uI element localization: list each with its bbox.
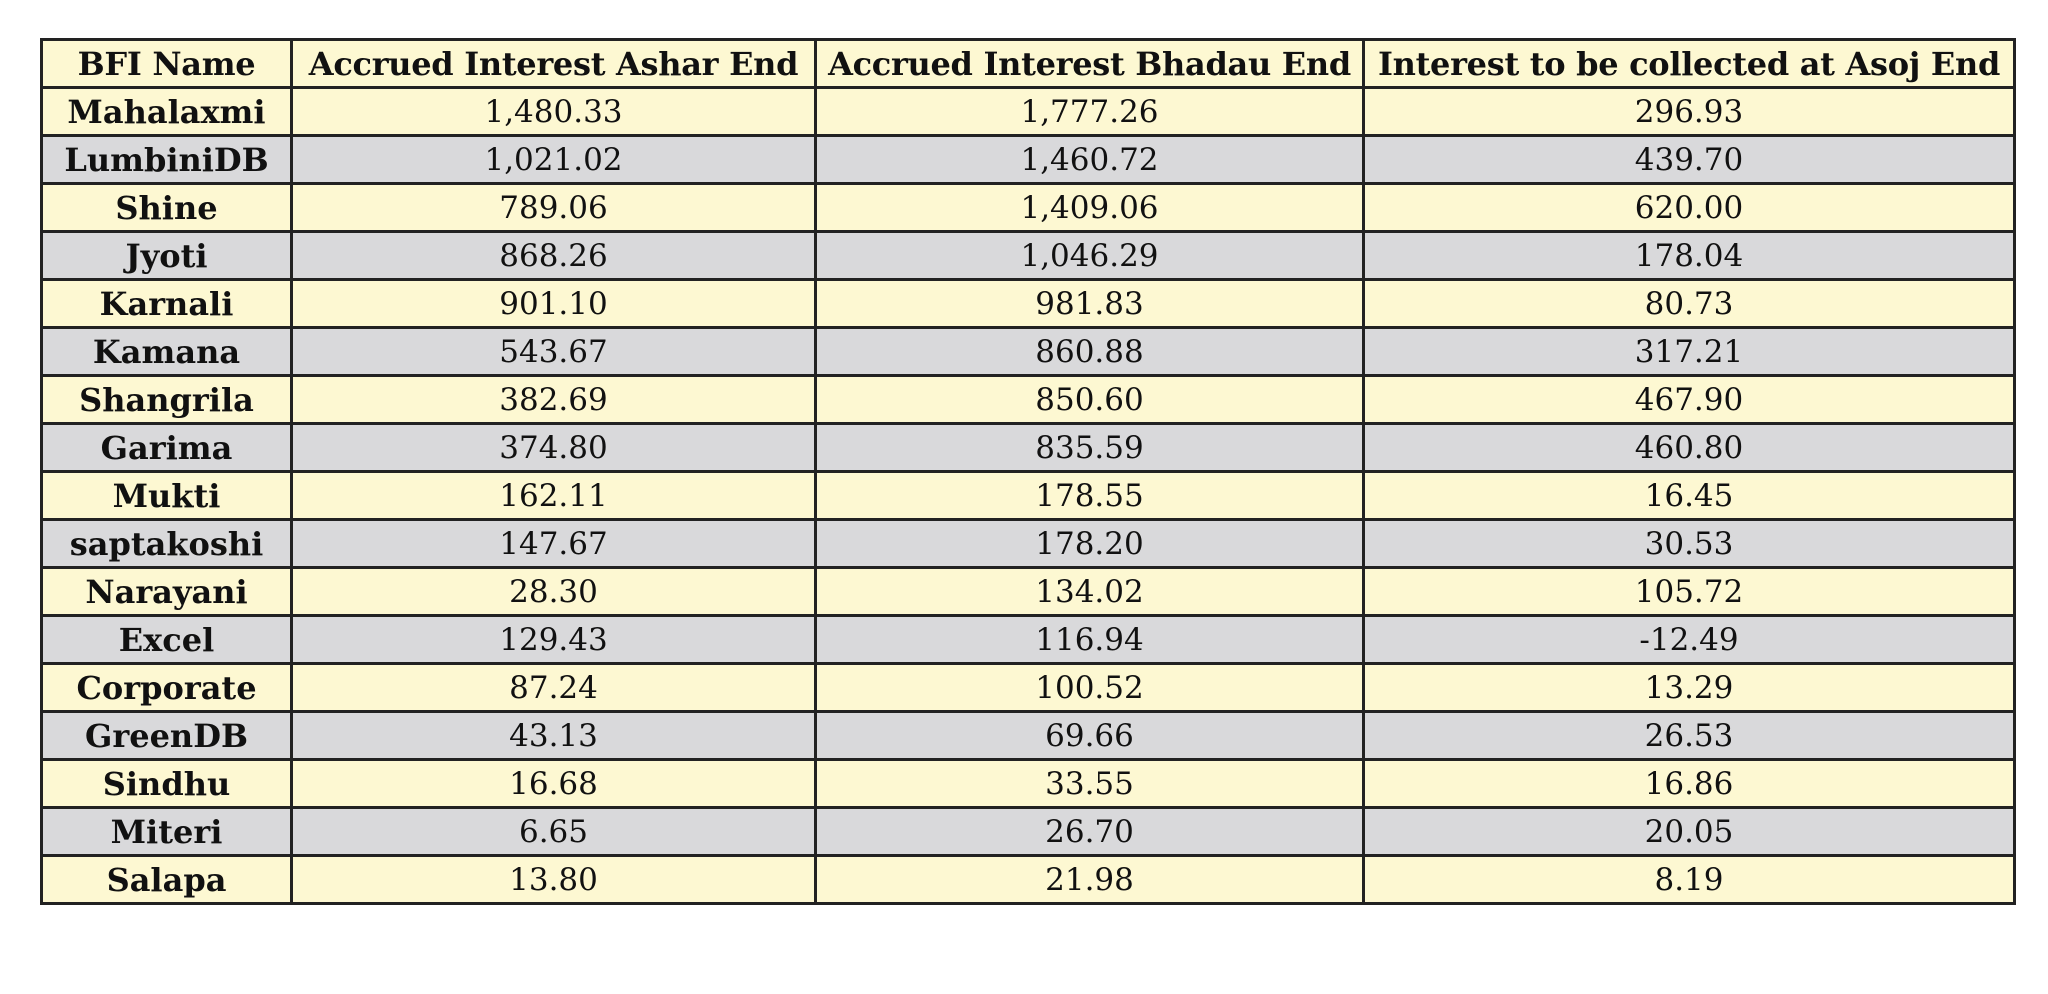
table-row <box>42 376 2015 424</box>
bfi-name-cell: Corporate <box>42 664 292 712</box>
ashar-end-cell: 129.43 <box>292 616 816 664</box>
bhadau-end-cell: 1,409.06 <box>816 184 1364 232</box>
asoj-end-cell: 439.70 <box>1364 136 2015 184</box>
ashar-end-cell: 543.67 <box>292 328 816 376</box>
asoj-end-cell: 467.90 <box>1364 376 2015 424</box>
asoj-end-cell: 296.93 <box>1364 88 2015 136</box>
bfi-name-cell: Mukti <box>42 472 292 520</box>
bhadau-end-cell: 1,046.29 <box>816 232 1364 280</box>
bhadau-end-cell: 69.66 <box>816 712 1364 760</box>
bhadau-end-cell: 1,777.26 <box>816 88 1364 136</box>
asoj-end-cell: 13.29 <box>1364 664 2015 712</box>
bfi-name-cell: Garima <box>42 424 292 472</box>
table-row <box>42 424 2015 472</box>
ashar-end-cell: 162.11 <box>292 472 816 520</box>
header-asoj-end: Interest to be collected at Asoj End <box>1364 40 2015 88</box>
asoj-end-cell: -12.49 <box>1364 616 2015 664</box>
table-row <box>42 88 2015 136</box>
asoj-end-cell: 105.72 <box>1364 568 2015 616</box>
asoj-end-cell: 16.86 <box>1364 760 2015 808</box>
bhadau-end-cell: 178.55 <box>816 472 1364 520</box>
ashar-end-cell: 147.67 <box>292 520 816 568</box>
bhadau-end-cell: 33.55 <box>816 760 1364 808</box>
asoj-end-cell: 30.53 <box>1364 520 2015 568</box>
header-bfi-name: BFI Name <box>42 40 292 88</box>
bfi-name-cell: Mahalaxmi <box>42 88 292 136</box>
bfi-name-cell: Narayani <box>42 568 292 616</box>
asoj-end-cell: 16.45 <box>1364 472 2015 520</box>
header-ashar-end: Accrued Interest Ashar End <box>292 40 816 88</box>
header-row <box>42 40 2015 88</box>
bhadau-end-cell: 100.52 <box>816 664 1364 712</box>
asoj-end-cell: 620.00 <box>1364 184 2015 232</box>
bhadau-end-cell: 178.20 <box>816 520 1364 568</box>
bhadau-end-cell: 134.02 <box>816 568 1364 616</box>
asoj-end-cell: 460.80 <box>1364 424 2015 472</box>
bfi-name-cell: Jyoti <box>42 232 292 280</box>
ashar-end-cell: 28.30 <box>292 568 816 616</box>
table-row <box>42 520 2015 568</box>
asoj-end-cell: 178.04 <box>1364 232 2015 280</box>
bhadau-end-cell: 1,460.72 <box>816 136 1364 184</box>
table-row <box>42 616 2015 664</box>
bfi-name-cell: Salapa <box>42 856 292 904</box>
table-row <box>42 280 2015 328</box>
bfi-name-cell: Sindhu <box>42 760 292 808</box>
bhadau-end-cell: 835.59 <box>816 424 1364 472</box>
table-row <box>42 568 2015 616</box>
asoj-end-cell: 26.53 <box>1364 712 2015 760</box>
ashar-end-cell: 901.10 <box>292 280 816 328</box>
bfi-name-cell: Excel <box>42 616 292 664</box>
asoj-end-cell: 8.19 <box>1364 856 2015 904</box>
bhadau-end-cell: 850.60 <box>816 376 1364 424</box>
ashar-end-cell: 1,021.02 <box>292 136 816 184</box>
ashar-end-cell: 374.80 <box>292 424 816 472</box>
bhadau-end-cell: 26.70 <box>816 808 1364 856</box>
bfi-name-cell: Miteri <box>42 808 292 856</box>
interest-table-container <box>40 38 2013 905</box>
table-row <box>42 760 2015 808</box>
asoj-end-cell: 317.21 <box>1364 328 2015 376</box>
table-body <box>42 88 2015 904</box>
ashar-end-cell: 16.68 <box>292 760 816 808</box>
bfi-name-cell: Shangrila <box>42 376 292 424</box>
bhadau-end-cell: 981.83 <box>816 280 1364 328</box>
table-row <box>42 808 2015 856</box>
bfi-name-cell: Karnali <box>42 280 292 328</box>
table-row <box>42 136 2015 184</box>
ashar-end-cell: 789.06 <box>292 184 816 232</box>
ashar-end-cell: 1,480.33 <box>292 88 816 136</box>
table-row <box>42 472 2015 520</box>
ashar-end-cell: 43.13 <box>292 712 816 760</box>
header-bhadau-end: Accrued Interest Bhadau End <box>816 40 1364 88</box>
table-row <box>42 712 2015 760</box>
table-row <box>42 856 2015 904</box>
bfi-name-cell: Shine <box>42 184 292 232</box>
ashar-end-cell: 382.69 <box>292 376 816 424</box>
bhadau-end-cell: 116.94 <box>816 616 1364 664</box>
ashar-end-cell: 13.80 <box>292 856 816 904</box>
table-row <box>42 664 2015 712</box>
bfi-name-cell: GreenDB <box>42 712 292 760</box>
ashar-end-cell: 87.24 <box>292 664 816 712</box>
interest-table <box>40 38 2016 905</box>
bhadau-end-cell: 21.98 <box>816 856 1364 904</box>
asoj-end-cell: 20.05 <box>1364 808 2015 856</box>
ashar-end-cell: 6.65 <box>292 808 816 856</box>
table-row <box>42 328 2015 376</box>
bhadau-end-cell: 860.88 <box>816 328 1364 376</box>
bfi-name-cell: saptakoshi <box>42 520 292 568</box>
bfi-name-cell: LumbiniDB <box>42 136 292 184</box>
table-row <box>42 232 2015 280</box>
asoj-end-cell: 80.73 <box>1364 280 2015 328</box>
ashar-end-cell: 868.26 <box>292 232 816 280</box>
table-row <box>42 184 2015 232</box>
bfi-name-cell: Kamana <box>42 328 292 376</box>
